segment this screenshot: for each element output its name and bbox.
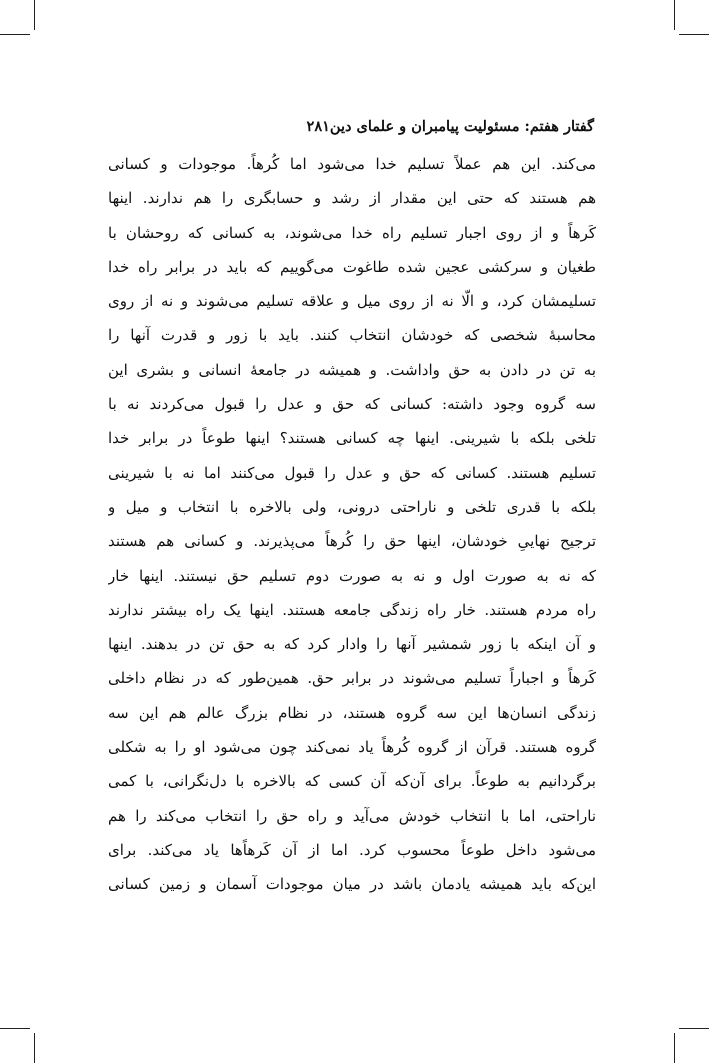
text-line: و آن اینکه با زور شمشیر آنها را وادار کرد که به حق تن در بدهند. اینها	[108, 635, 596, 654]
text-line: می‌کند. این هم عملاً تسلیم خدا می‌شود اما کُرهاً. موجودات و کسانی	[108, 155, 596, 173]
crop-mark-bottom-left-vertical	[34, 1033, 35, 1063]
text-line: تسلیم هستند. کسانی که حق و عدل را قبول می‌کنند اما نه با شیرینی	[108, 463, 596, 482]
text-line: می‌شود داخل طوعاً محسوب کرد. اما از آن کَرهاً‌ها یاد می‌کند. برای	[108, 840, 596, 859]
running-header	[110, 113, 594, 139]
crop-mark-top-left-horizontal	[0, 34, 30, 35]
text-line: ناراحتی، اما با انتخاب خودش می‌آید و راه حق را انتخاب می‌کند را هم	[108, 806, 596, 825]
text-line: تسلیمشان کرد، و الّا نه از روی میل و علاقه تسلیم می‌شوند و نه از روی	[108, 292, 596, 311]
text-line: تلخی بلکه با شیرینی. اینها چه کسانی هستند؟ اینها طوعاً در برابر خدا	[108, 429, 596, 448]
text-line: به تن در دادن به حق واداشت. و همیشه در جامعهٔ انسانی و بشری این	[108, 360, 596, 379]
text-line: گروه هستند. قرآن از گروه کُرهاً یاد نمی‌کند چون می‌شود او را به شکلی	[108, 738, 596, 757]
crop-mark-top-right-horizontal	[679, 34, 709, 35]
text-line: راه مردم هستند. خار راه زندگی جامعه هستند. اینها یک راه بیشتر ندارند	[108, 600, 596, 619]
text-line: این‌که باید همیشه یادمان باشد در میان موجودات آسمان و زمین کسانی	[108, 875, 596, 894]
text-line: محاسبهٔ شخصی که خودشان انتخاب کنند. باید با زور و قدرت آنها را	[108, 326, 596, 345]
text-line: کَرهاً و اجباراً تسلیم می‌شوند در برابر حق. همین‌طور که در نظام داخلی	[108, 669, 596, 688]
crop-mark-bottom-right-horizontal	[679, 1028, 709, 1029]
text-line: ترجیح نهاییِ خودشان، اینها حق را کُرهاً می‌پذیرند. و کسانی هم هستند	[108, 532, 596, 551]
text-line: بلکه با قدری تلخی و ناراحتی درونی، ولی بالاخره با انتخاب و میل و	[108, 497, 596, 516]
text-line: برگردانیم به طوعاً. برای آن‌که آن کسی که بالاخره با دل‌نگرانی، با کمی	[108, 772, 596, 791]
chapter-title: گفتار هفتم: مسئولیت پیامبران و علمای دین	[329, 117, 594, 135]
page-number: ۲۸۱	[306, 117, 330, 135]
text-line: که نه به صورت اول و نه به صورت دوم تسلیم حق نیستند. اینها خار	[108, 566, 596, 585]
text-line: سه گروه وجود داشته: کسانی که حق و عدل را قبول می‌کردند نه با	[108, 395, 596, 414]
text-line: زندگی انسان‌ها این سه گروه هستند، در نظام بزرگ عالم هم این سه	[108, 703, 596, 722]
crop-mark-bottom-right-vertical	[674, 1033, 675, 1063]
page-body-text	[108, 147, 596, 902]
text-line: کَرهاً و از روی اجبار تسلیم راه خدا می‌شوند، به کسانی که روحشان با	[108, 223, 596, 242]
crop-mark-bottom-left-horizontal	[0, 1028, 30, 1029]
text-line: طغیان و سرکشی عجین شده طاغوت می‌گوییم که باید در برابر راه خدا	[108, 257, 596, 276]
crop-mark-top-right-vertical	[674, 0, 675, 30]
text-line: هم هستند که حتی این مقدار از رشد و حسابگری را هم ندارند. اینها	[108, 189, 596, 208]
crop-mark-top-left-vertical	[34, 0, 35, 30]
